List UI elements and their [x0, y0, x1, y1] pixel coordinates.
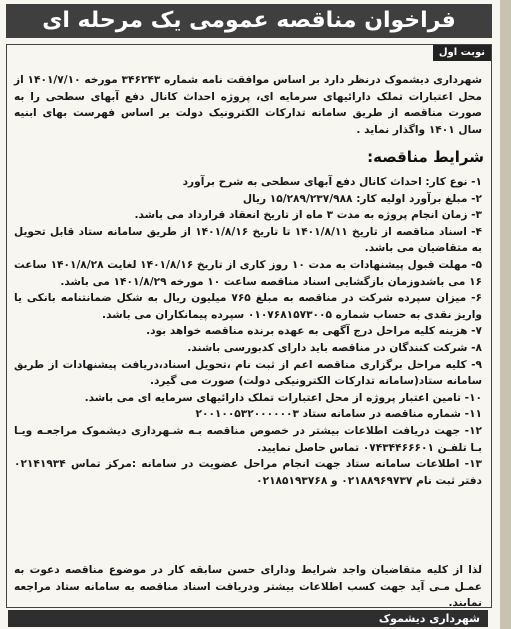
condition-item: ۷- هزینه کلیه مراحل درج آگهی به عهده برنده مناقصه خواهد بود.	[146, 325, 482, 338]
condition-item: ۲- مبلغ برآورد اولیه کار: ۱۵/۲۸۹/۲۳۷/۹۸۸ ریال	[242, 192, 482, 205]
condition-item: ۴- اسناد مناقصه از تاریخ ۱۴۰۱/۸/۱۱ تا تاریخ ۱۴۰۱/۸/۱۶ از طریق سامانه ستاد قابل تحویل به متقاضیان می باشد.	[14, 225, 482, 255]
adjacent-page-edge	[500, 0, 511, 629]
footer-issuer: شهرداری دیشموک	[8, 610, 488, 627]
condition-item: ۶- میزان سپرده شرکت در مناقصه به مبلغ ۷۶۵ میلیون ریال به شکل ضمانتنامه بانکی یا واریز نقدی به حساب شماره ۰۱۰۷۶۸۱۵۷۳۰۰۵ سپرده پیمانکاران می باشد.	[14, 292, 483, 321]
condition-item: ۱- نوع کار: احداث کانال دفع آبهای سطحی به شرح برآورد	[182, 176, 482, 188]
publication-badge: نوبت اول	[433, 45, 491, 61]
condition-item: ۱۲- جهت دریافت اطلاعات بیشتر در خصوص مناقصه بـه شـهرداری دیشموک مراجعـه ویـا بـا تلفـن ۰۷۴۳۴۴۶۶۶۰۱ تماس حاصل نمایید.	[14, 424, 482, 454]
condition-item: ۹- کلیه مراحل برگزاری مناقصه اعم از ثبت نام ،تحویل اسناد،دریافت پیشنهادات از طریق سامانه ستاد(سامانه تدارکات الکترونیکی دولت) صورت می گیرد.	[14, 358, 482, 388]
condition-item: ۳- زمان انجام پروژه به مدت ۳ ماه از تاریخ انعقاد قرارداد می باشد.	[134, 209, 482, 222]
ad-title: فراخوان مناقصه عمومی یک مرحله ای	[6, 4, 492, 38]
conditions-heading: شرایط مناقصه:	[367, 148, 484, 166]
condition-item: ۵- مهلت قبول پیشنهادات به مدت ۱۰ روز کاری از تاریخ ۱۴۰۱/۸/۱۶ لغایت ۱۴۰۱/۸/۲۸ ساعت ۱۶ می باشدوزمان بازگشایی اسناد مناقصه ساعت ۱۰ مورخه ۱۴۰۱/۸/۲۹ می باشد.	[14, 258, 482, 288]
condition-item: ۱۰- تامین اعتبار پروژه از محل اعتبارات تملک دارائیهای سرمایه ای می باشد.	[84, 391, 482, 404]
condition-item: ۱۳- اطلاعات سامانه ستاد جهت انجام مراحل عضویت در سامانه :مرکز تماس ۰۲۱۴۱۹۳۴ دفتر ثبت نام ۰۲۱۸۸۹۶۹۷۳۷ و ۰۲۱۸۵۱۹۳۷۶۸	[14, 458, 482, 487]
intro-paragraph: شهرداری دیشموک درنظر دارد بر اساس موافقت نامه شماره ۳۴۶۲۴۳ مورخه ۱۴۰۱/۷/۱۰ از محل اعتبارات تملک دارائیهای سرمایه ای، پروژه احداث کانال دفع آبهای سطحی را به صورت مناقصه از طریق سامانه تدارکات الکترونیک دولت بر اساس فهرست بهای ابنیه سال ۱۴۰۱ واگذار نماید .	[14, 74, 482, 136]
conditions-list	[14, 174, 482, 489]
condition-item: ۸- شرکت کنندگان در مناقصه باید دارای کدبورسی باشند.	[187, 341, 482, 354]
closing-paragraph: لذا از کلیه متقاضیان واجد شرایط ودارای حسن سابقه کار در موضوع مناقصه دعوت به عمـل مـی آید جهت کسب اطلاعات بیشتر ودریافت اسناد مناقصه به سامانه ستاد مراجعه نمایند.	[14, 564, 482, 610]
condition-item: ۱۱- شماره مناقصه در سامانه ستاد ۲۰۰۱۰۰۵۳۲۰۰۰۰۰۰۳	[195, 408, 482, 421]
